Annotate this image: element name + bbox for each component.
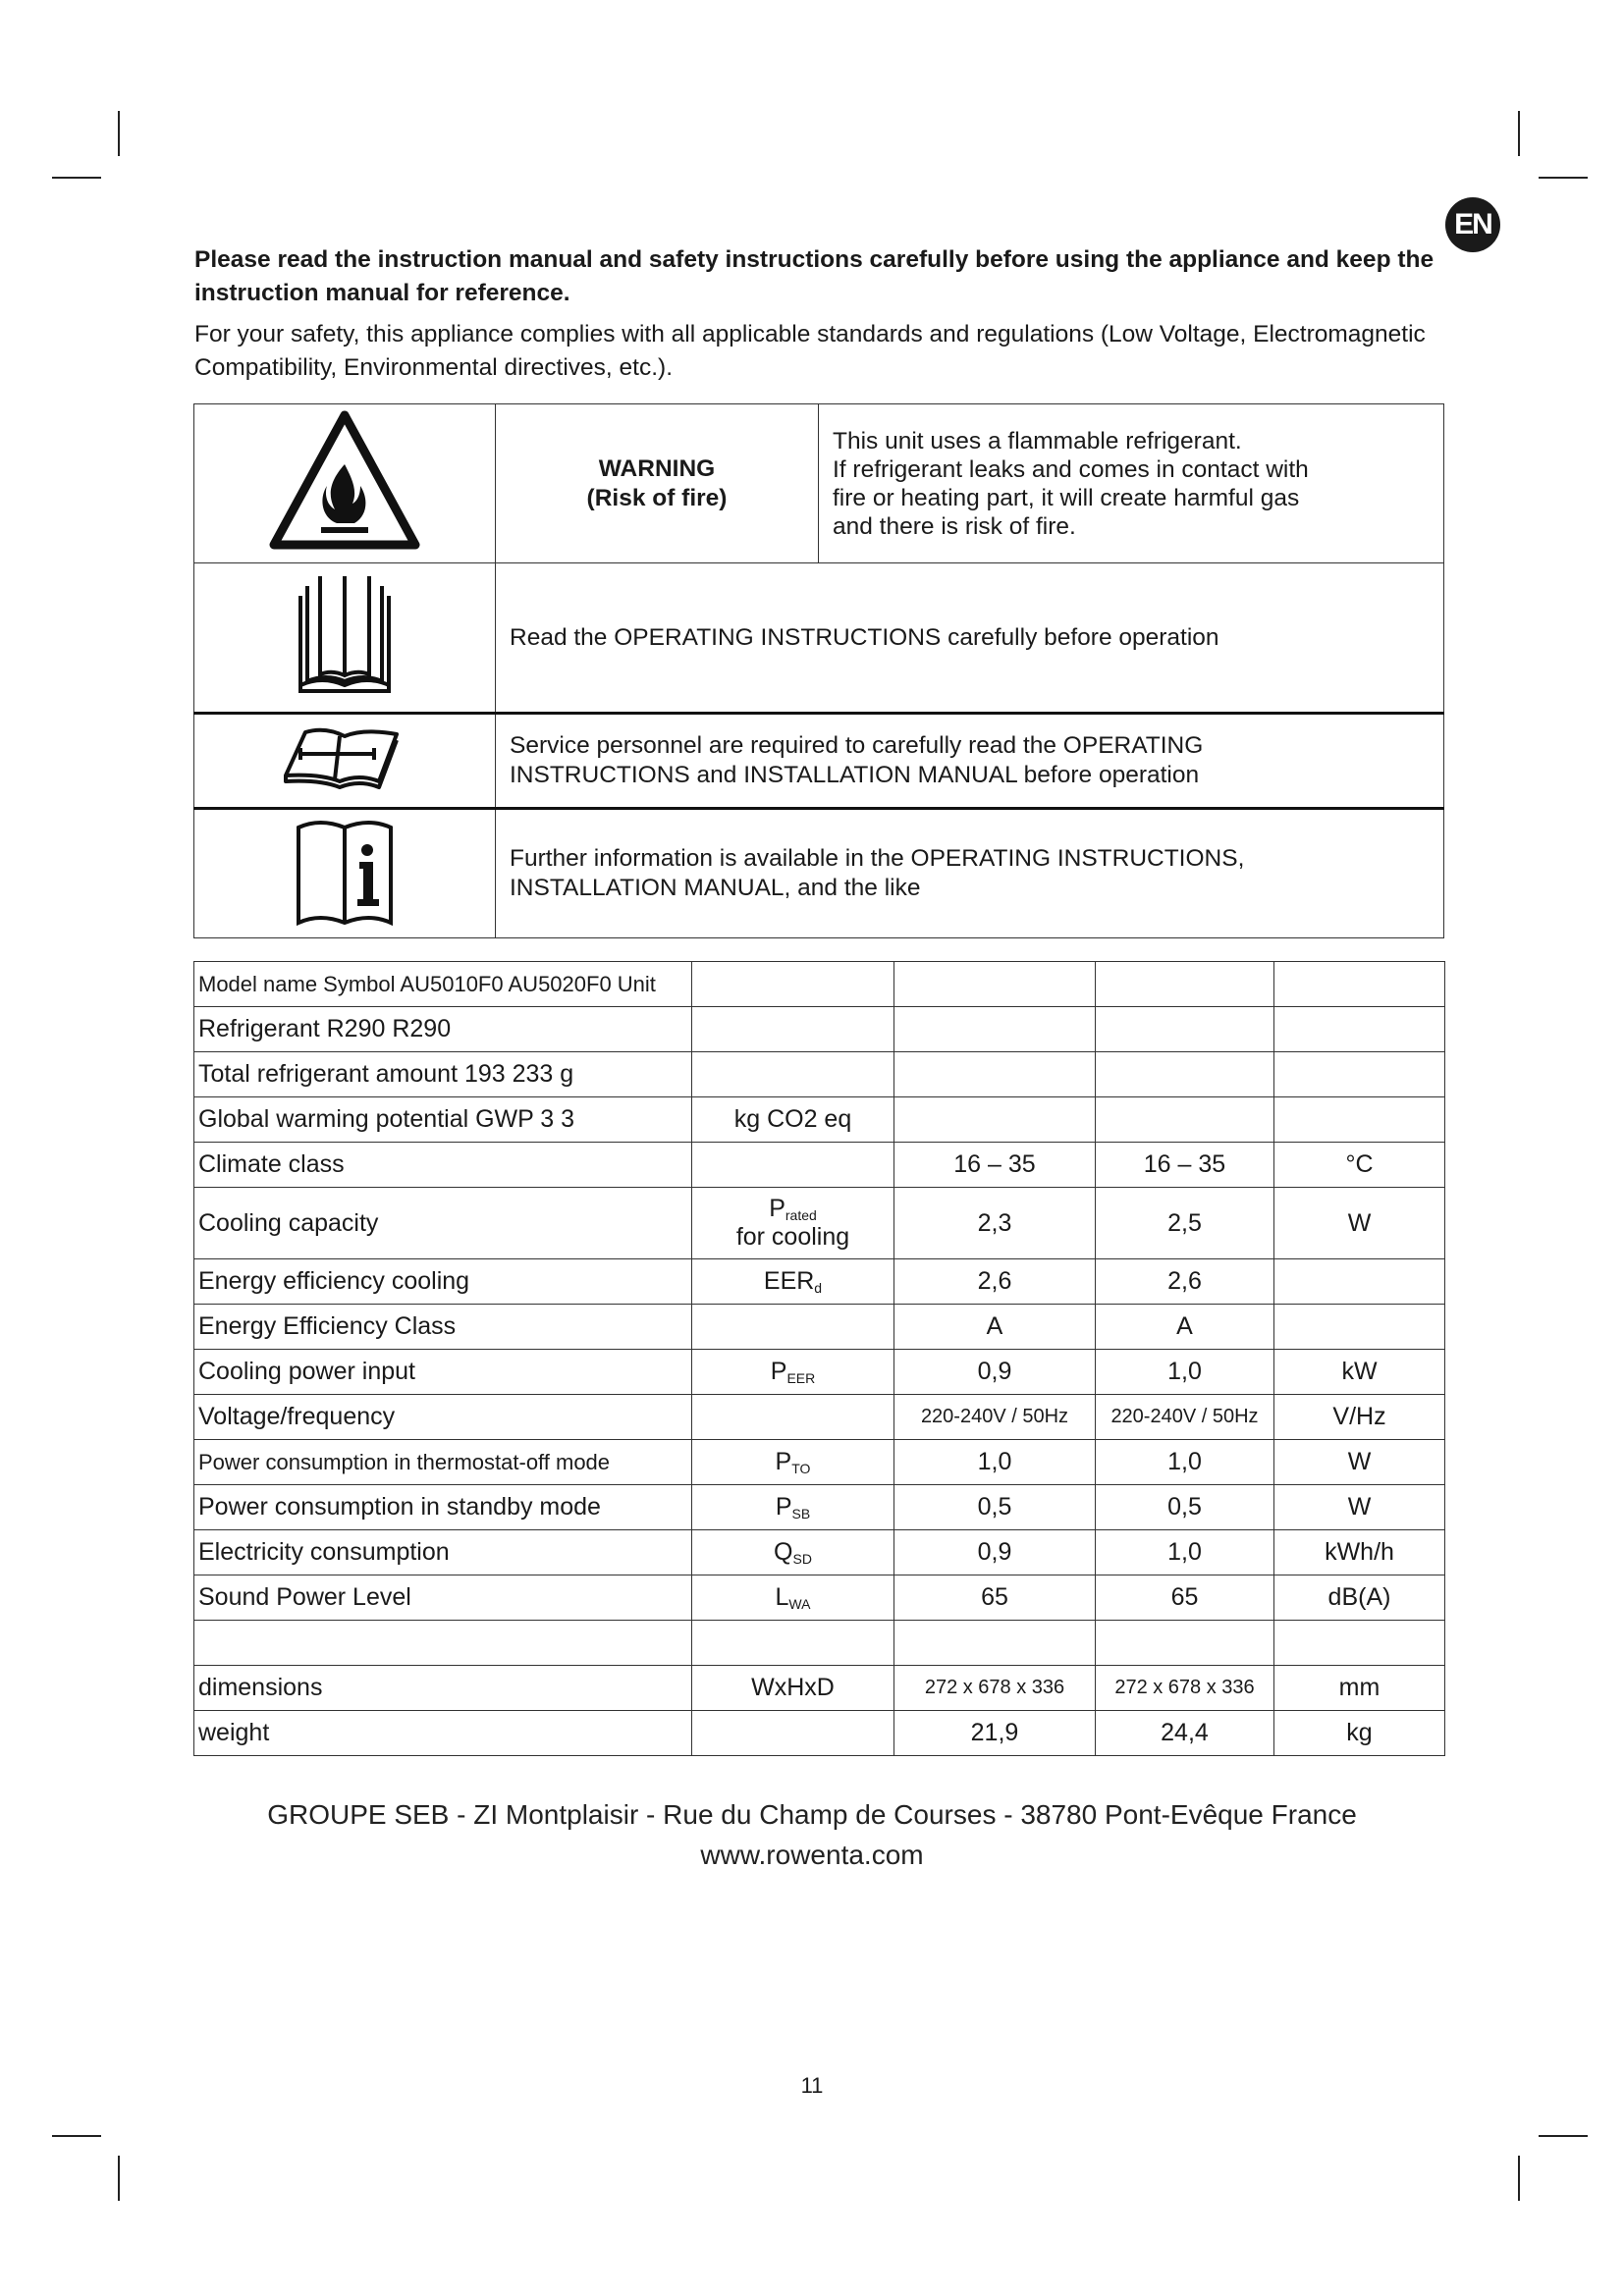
spec-label: Power consumption in thermostat-off mode (194, 1440, 692, 1485)
info-manual-icon (291, 813, 399, 931)
spec-unit: V/Hz (1274, 1395, 1445, 1440)
spec-unit: kW (1274, 1350, 1445, 1395)
spec-value-au5020f0: A (1096, 1305, 1274, 1350)
spec-symbol (692, 1440, 894, 1485)
table-row (194, 1621, 1445, 1666)
intro-paragraph: For your safety, this appliance complies with all applicable standards and regulations (Low Voltage, Electromagnetic Compatibility, Environmental directives, etc.). (194, 321, 1426, 381)
spec-value-au5020f0 (1096, 1097, 1274, 1143)
spec-symbol (692, 962, 894, 1007)
read-instructions-text: Read the OPERATING INSTRUCTIONS carefully before operation (496, 563, 1444, 714)
spec-label: Electricity consumption (194, 1530, 692, 1575)
safety-symbols-table (193, 403, 1444, 938)
spec-value-au5020f0: 2,5 (1096, 1188, 1274, 1259)
spec-symbol (692, 1188, 894, 1259)
service-personnel-text (496, 714, 1444, 809)
language-badge: EN (1445, 197, 1500, 252)
spec-value-au5020f0 (1096, 1621, 1274, 1666)
spec-symbol (692, 1485, 894, 1530)
table-row (194, 1395, 1445, 1440)
table-row (194, 1530, 1445, 1575)
crop-mark (52, 177, 101, 179)
spec-value-au5010f0: 16 – 35 (894, 1143, 1096, 1188)
table-row (194, 1052, 1445, 1097)
spec-value-au5010f0: A (894, 1305, 1096, 1350)
spec-symbol (692, 1143, 894, 1188)
text-line: INSTALLATION MANUAL, and the like (510, 875, 921, 901)
spec-value-au5010f0: 2,6 (894, 1259, 1096, 1305)
spec-value-au5010f0: 65 (894, 1575, 1096, 1621)
spec-symbol (692, 1052, 894, 1097)
table-row (194, 1143, 1445, 1188)
symbol-cell (194, 714, 496, 809)
spec-label: Sound Power Level (194, 1575, 692, 1621)
spec-label (194, 1621, 692, 1666)
specifications-table (193, 961, 1445, 1756)
table-row (194, 714, 1444, 809)
spec-value-au5020f0 (1096, 962, 1274, 1007)
spec-label: Total refrigerant amount 193 233 g (194, 1052, 692, 1097)
spec-symbol (692, 1259, 894, 1305)
warning-label-cell (496, 404, 819, 563)
spec-unit (1274, 1052, 1445, 1097)
table-row (194, 809, 1444, 938)
spec-unit: W (1274, 1485, 1445, 1530)
table-row (194, 1485, 1445, 1530)
spec-value-au5020f0: 65 (1096, 1575, 1274, 1621)
spec-label: Cooling power input (194, 1350, 692, 1395)
spec-unit (1274, 1305, 1445, 1350)
spec-value-au5020f0: 220-240V / 50Hz (1096, 1395, 1274, 1440)
symbol-main: P (775, 1493, 792, 1521)
spec-symbol: WxHxD (692, 1666, 894, 1711)
table-row (194, 1259, 1445, 1305)
crop-mark (1539, 177, 1588, 179)
symbol-main: P (770, 1358, 787, 1385)
company-address: GROUPE SEB - ZI Montplaisir - Rue du Champ de Courses - 38780 Pont-Evêque France (267, 1799, 1357, 1830)
text-line: fire or heating part, it will create harmful gas (833, 484, 1300, 511)
text-line: and there is risk of fire. (833, 512, 1076, 540)
spec-label: Refrigerant R290 R290 (194, 1007, 692, 1052)
spec-label: Energy Efficiency Class (194, 1305, 692, 1350)
symbol-subscript: WA (788, 1596, 811, 1612)
intro-heading: Please read the instruction manual and safety instructions carefully before using the appliance and keep the instruction manual for reference. (194, 246, 1435, 306)
spec-value-au5010f0: 2,3 (894, 1188, 1096, 1259)
spec-label: weight (194, 1711, 692, 1756)
spec-label: Global warming potential GWP 3 3 (194, 1097, 692, 1143)
table-row (194, 563, 1444, 714)
warning-text (819, 404, 1444, 563)
spec-unit: °C (1274, 1143, 1445, 1188)
crop-mark (1518, 2156, 1520, 2201)
service-manual-icon (281, 724, 408, 793)
spec-value-au5010f0 (894, 1007, 1096, 1052)
symbol-extra: for cooling (735, 1223, 850, 1251)
spec-unit: mm (1274, 1666, 1445, 1711)
spec-symbol (692, 1007, 894, 1052)
spec-value-au5020f0 (1096, 1052, 1274, 1097)
symbol-main: EER (763, 1267, 815, 1295)
spec-value-au5010f0: 0,5 (894, 1485, 1096, 1530)
crop-mark (52, 2135, 101, 2137)
symbol-cell (194, 809, 496, 938)
table-row (194, 1711, 1445, 1756)
spec-label: Model name Symbol AU5010F0 AU5020F0 Unit (194, 962, 692, 1007)
symbol-subscript: SB (791, 1506, 811, 1522)
spec-unit (1274, 1097, 1445, 1143)
table-row (194, 1007, 1445, 1052)
spec-value-au5020f0: 2,6 (1096, 1259, 1274, 1305)
footer (0, 1794, 1624, 1875)
website: www.rowenta.com (700, 1840, 924, 1870)
text-line: INSTRUCTIONS and INSTALLATION MANUAL before operation (510, 762, 1200, 788)
spec-unit (1274, 962, 1445, 1007)
table-row (194, 1305, 1445, 1350)
crop-mark (1539, 2135, 1588, 2137)
spec-value-au5010f0: 0,9 (894, 1350, 1096, 1395)
table-row (194, 1575, 1445, 1621)
spec-value-au5020f0 (1096, 1007, 1274, 1052)
spec-value-au5010f0 (894, 962, 1096, 1007)
spec-symbol (692, 1575, 894, 1621)
spec-label: Power consumption in standby mode (194, 1485, 692, 1530)
spec-symbol (692, 1395, 894, 1440)
symbol-subscript: d (814, 1280, 823, 1296)
symbol-subscript: SD (792, 1551, 812, 1567)
spec-symbol (692, 1621, 894, 1666)
spec-symbol (692, 1350, 894, 1395)
spec-unit (1274, 1621, 1445, 1666)
symbol-subscript: TO (791, 1461, 811, 1476)
warning-subtitle: (Risk of fire) (586, 484, 728, 511)
intro (194, 243, 1451, 385)
symbol-cell (194, 404, 496, 563)
spec-unit: kWh/h (1274, 1530, 1445, 1575)
spec-value-au5010f0: 272 x 678 x 336 (894, 1666, 1096, 1711)
spec-value-au5020f0: 0,5 (1096, 1485, 1274, 1530)
spec-label: Energy efficiency cooling (194, 1259, 692, 1305)
fire-warning-icon (266, 407, 423, 555)
text-line: If refrigerant leaks and comes in contact with (833, 455, 1309, 483)
page-number: 11 (800, 2073, 824, 2098)
spec-unit: kg (1274, 1711, 1445, 1756)
spec-unit (1274, 1259, 1445, 1305)
spec-symbol: kg CO2 eq (692, 1097, 894, 1143)
spec-unit: W (1274, 1188, 1445, 1259)
further-info-text (496, 809, 1444, 938)
spec-value-au5010f0 (894, 1621, 1096, 1666)
table-row (194, 1350, 1445, 1395)
text-line: Service personnel are required to carefully read the OPERATING (510, 732, 1204, 759)
spec-unit: W (1274, 1440, 1445, 1485)
table-row (194, 962, 1445, 1007)
spec-value-au5010f0 (894, 1097, 1096, 1143)
spec-value-au5020f0: 1,0 (1096, 1440, 1274, 1485)
symbol-main: P (769, 1195, 785, 1222)
symbol-main: Q (774, 1538, 793, 1566)
spec-value-au5010f0: 21,9 (894, 1711, 1096, 1756)
symbol-subscript: rated (785, 1207, 817, 1223)
spec-value-au5020f0: 1,0 (1096, 1530, 1274, 1575)
spec-symbol (692, 1711, 894, 1756)
spec-value-au5020f0: 16 – 35 (1096, 1143, 1274, 1188)
spec-label: dimensions (194, 1666, 692, 1711)
spec-value-au5010f0: 0,9 (894, 1530, 1096, 1575)
spec-value-au5020f0: 1,0 (1096, 1350, 1274, 1395)
table-row (194, 1188, 1445, 1259)
spec-label: Climate class (194, 1143, 692, 1188)
symbol-main: P (775, 1448, 792, 1475)
spec-value-au5010f0 (894, 1052, 1096, 1097)
text-line: This unit uses a flammable refrigerant. (833, 427, 1242, 454)
table-row (194, 404, 1444, 563)
symbol-main: L (775, 1583, 789, 1611)
crop-mark (118, 111, 120, 156)
warning-title: WARNING (598, 454, 716, 482)
spec-value-au5020f0: 24,4 (1096, 1711, 1274, 1756)
spec-symbol (692, 1530, 894, 1575)
spec-label: Cooling capacity (194, 1188, 692, 1259)
manual-book-icon (291, 571, 399, 699)
symbol-subscript: EER (786, 1370, 816, 1386)
table-row (194, 1440, 1445, 1485)
table-row (194, 1666, 1445, 1711)
table-row (194, 1097, 1445, 1143)
spec-unit (1274, 1007, 1445, 1052)
spec-unit: dB(A) (1274, 1575, 1445, 1621)
text-line: Further information is available in the OPERATING INSTRUCTIONS, (510, 845, 1245, 872)
spec-label: Voltage/frequency (194, 1395, 692, 1440)
spec-value-au5010f0: 220-240V / 50Hz (894, 1395, 1096, 1440)
crop-mark (1518, 111, 1520, 156)
symbol-cell (194, 563, 496, 714)
spec-value-au5020f0: 272 x 678 x 336 (1096, 1666, 1274, 1711)
crop-mark (118, 2156, 120, 2201)
spec-symbol (692, 1305, 894, 1350)
spec-value-au5010f0: 1,0 (894, 1440, 1096, 1485)
